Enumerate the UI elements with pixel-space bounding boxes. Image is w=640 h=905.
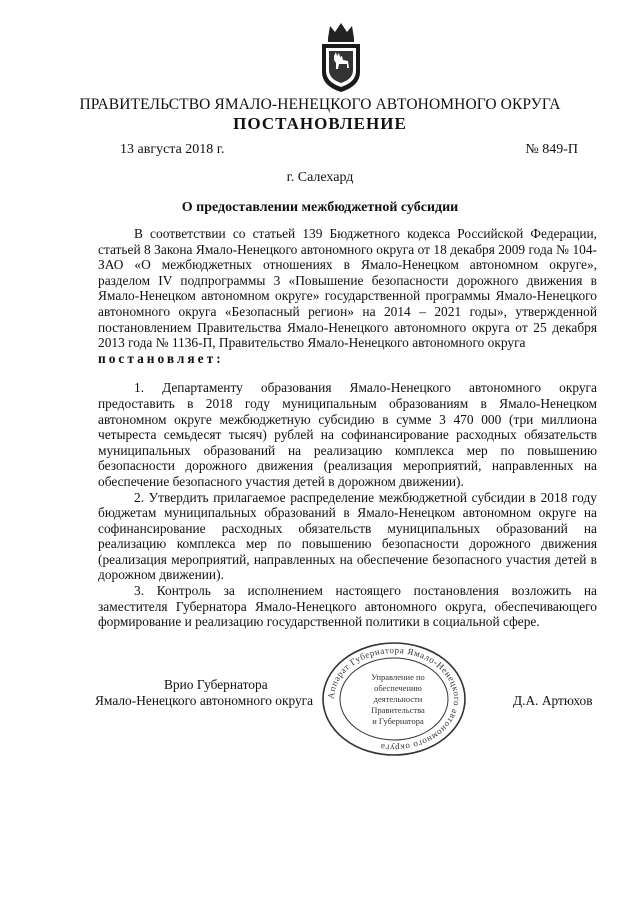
seal-center-line-2: обеспечению: [374, 683, 422, 693]
official-seal-stamp: [320, 640, 468, 758]
document-city: г. Салехард: [286, 170, 354, 185]
preamble-paragraph: [98, 226, 597, 366]
preamble-text: В соответствии со статьей 139 Бюджетного кодекса Российской Федерации, статьей 8 Закона Ямало-Ненецкого автономного округа от 18 декабря 2009 года № 104-ЗАО «О межбюджетных отношениях в Ямало-Ненецком автономном округе», разделом IV подпрограммы 3 «Повышение безопасности дорожного движения в Ямало-Ненецком автономном округе» государственной программы Ямало-Ненецкого автономного округа «Безопасный регион» на 2014 – 2021 годы», утвержденной постановлением Правительства Ямало-Ненецкого автономного округа от 25 декабря 2013 года № 1136-П, Правительство Ямало-Ненецкого автономного округа: [98, 226, 597, 351]
seal-center-line-1: Управление по: [371, 672, 425, 682]
seal-center-line-3: деятельности: [373, 694, 423, 704]
government-name: ПРАВИТЕЛЬСТВО ЯМАЛО-НЕНЕЦКОГО АВТОНОМНОГО ОКРУГА: [79, 96, 561, 113]
resolution-item-1: 1. Департаменту образования Ямало-Ненецкого автономного округа предоставить в 2018 году муниципальным образованиям в Ямало-Ненецком автономном округе межбюджетную субсидию в сумме 3 470 000 (три миллиона четыреста семьдесят тысяч) рублей на софинансирование расходных обязательств муниципальных образований на реализацию комплекса мер по повышению безопасности дорожного движения (реализация мероприятий, направленных на обеспечение безопасного участия детей в дорожном движении).: [98, 380, 597, 489]
seal-center-line-5: и Губернатора: [372, 716, 424, 726]
document-date: 13 августа 2018 г.: [120, 142, 225, 157]
document-title: О предоставлении межбюджетной субсидии: [181, 200, 459, 215]
document-body: [98, 226, 597, 630]
resolves-word: постановляет:: [98, 350, 224, 366]
seal-ring-text: Аппарат Губернатора Ямало-Ненецкого автономного округа: [325, 644, 463, 754]
signatory-position-line1: Врио Губернатора: [164, 677, 268, 692]
resolution-item-2: 2. Утвердить прилагаемое распределение межбюджетной субсидии в 2018 году бюджетам муниципальных образований в Ямало-Ненецком автономном округе на софинансирование расходных обязательств муниципальных образований на реализацию комплекса мер по повышению безопасности дорожного движения (реализация мероприятий, направленных на обеспечение безопасного участия детей в дорожном движении).: [98, 489, 597, 583]
seal-center-line-4: Правительства: [371, 705, 425, 715]
resolution-item-3: 3. Контроль за исполнением настоящего постановления возложить на заместителя Губернатора Ямало-Ненецкого автономного округа, обеспечивающего формирование и реализацию государственной политики в социальной сфере.: [98, 583, 597, 630]
document-type: ПОСТАНОВЛЕНИЕ: [233, 114, 407, 133]
signatory-position-line2: Ямало-Ненецкого автономного округа: [95, 693, 314, 708]
signatory-name: Д.А. Артюхов: [513, 693, 593, 708]
coat-of-arms-icon: [316, 20, 366, 94]
document-number: № 849-П: [525, 142, 578, 157]
